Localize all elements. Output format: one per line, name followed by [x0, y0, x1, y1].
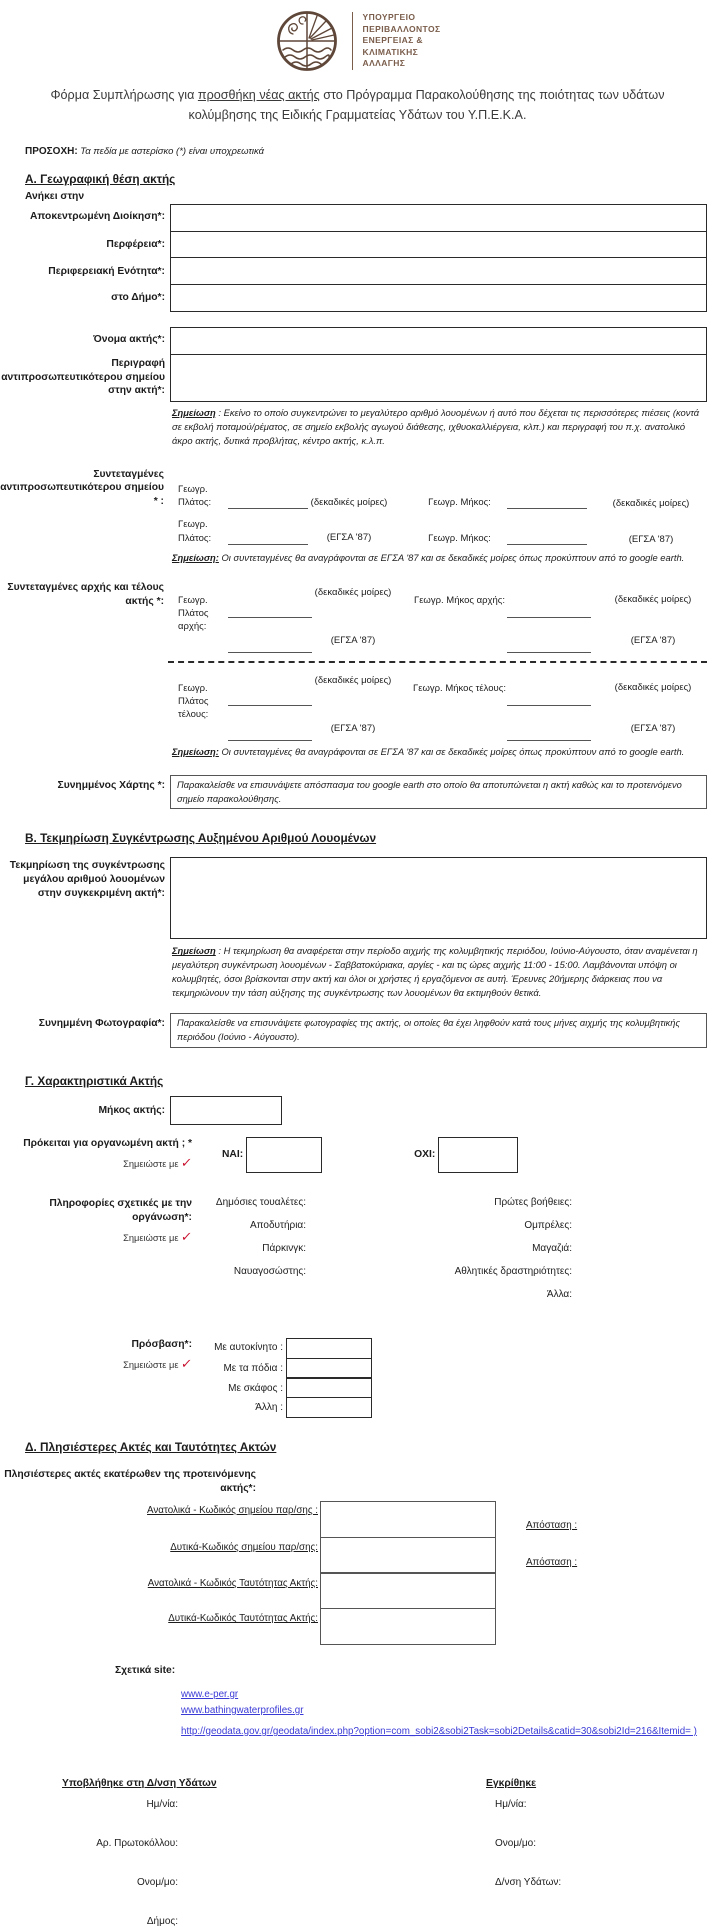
egsa87-unit: (ΕΓΣΑ '87): [630, 634, 676, 646]
access-option-car: [200, 1338, 372, 1359]
access-boat-label: Με σκάφος :: [228, 1382, 283, 1394]
west-monitoring-point-label: Δυτικά-Κωδικός σημείου παρ/σης:: [170, 1541, 318, 1553]
egsa87-unit: (ΕΓΣΑ '87): [630, 722, 676, 734]
note-label: Σημείωση:: [172, 745, 219, 757]
organized-beach-labels: [0, 1137, 200, 1171]
ministry-line: ΑΛΛΑΓΗΣ: [362, 58, 406, 69]
organization-info-label: Πληροφορίες σχετικές με την οργάνωση*:: [49, 1197, 192, 1223]
municipality-input[interactable]: [170, 284, 707, 312]
note-text: : Εκείνο το οποίο συγκεντρώνει το μεγαλύτερο αριθμό λουομένων ή αυτό που δέχεται τις περισσότερες πιέσεις (κοντά σε εκβολή ποταμού/ρέματος, σε σημείο εκβολής αγωγού διάθεσης, ιχθυοκαλλιέργεια, κλπ.) και περιγραφή του π.χ. ανατολικό άκρο ακτής, δυτικά προβλήτας, κέντρο ακτής, κ.λ.π.: [172, 406, 700, 446]
access-labels: [0, 1338, 200, 1372]
documentation-label: Τεκμηρίωση της συγκέντρωσης μεγάλου αριθμού λουομένων στην συγκεκριμένη ακτή*:: [9, 860, 165, 899]
beach-name-row: [0, 327, 715, 355]
municipality-footer-label: Δήμος:: [146, 1916, 178, 1927]
start-longitude-label: Γεωγρ. Μήκος αρχής:: [413, 594, 506, 606]
section-d-heading: Δ. Πλησιέστερες Ακτές και Ταυτότητες Ακτών: [25, 1440, 277, 1454]
regional-unit-input[interactable]: [170, 257, 707, 285]
start-lon-units: [591, 581, 715, 647]
access-option-boat: [200, 1379, 372, 1399]
link-bathingwaterprofiles[interactable]: www.bathingwaterprofiles.gr: [181, 1704, 304, 1716]
mark-with-text: Σημειώστε με: [123, 1359, 179, 1370]
beach-length-input[interactable]: [170, 1096, 282, 1125]
ministry-name: [352, 12, 441, 69]
latitude-label: Γεωγρ. Πλάτος:: [178, 519, 212, 544]
amenity-label: Πάρκινγκ:: [262, 1242, 306, 1254]
section-a-note: [172, 406, 705, 448]
amenity-label: Μαγαζιά:: [532, 1242, 572, 1254]
water-directorate-label: Δ/νση Υδάτων:: [495, 1877, 562, 1888]
title-underlined-text: προσθήκη νέας ακτής: [197, 88, 320, 102]
decimal-degrees-unit: (δεκαδικές μοίρες): [614, 681, 692, 693]
mark-with-label: [0, 1356, 192, 1372]
end-lon-units: [591, 669, 715, 735]
attached-map-label: Συνημμένος Χάρτης *:: [57, 779, 165, 791]
documentation-row: [0, 857, 715, 939]
submitted-heading: Υποβλήθηκε στη Δ/νση Υδάτων: [62, 1778, 217, 1789]
organization-info-row: [0, 1197, 715, 1312]
west-monitoring-point-row: [0, 1538, 715, 1574]
east-beach-id-input[interactable]: [320, 1572, 496, 1609]
form-title: [27, 86, 689, 125]
east-monitoring-point-row: [0, 1501, 715, 1538]
approved-date-label: Ημ/νία:: [495, 1799, 527, 1810]
decimal-degrees-unit: (δεκαδικές μοίρες): [314, 674, 392, 686]
dashed-divider: [168, 661, 707, 663]
start-lon-decimal-input[interactable]: [507, 617, 591, 618]
coords-start-end-note: [172, 745, 705, 759]
coords-point-decimal-row: [0, 468, 715, 510]
related-links: [181, 1689, 715, 1740]
red-checkmark-icon: ✓: [180, 1154, 194, 1170]
west-beach-id-label: Δυτικά-Κωδικός Ταυτότητας Ακτής:: [168, 1613, 318, 1625]
amenity-label: Αθλητικές δραστηριότητες:: [454, 1265, 572, 1277]
note-text: : Η τεκμηρίωση θα αναφέρεται στην περίοδο αιχμής της κολυμβητικής περιόδου, Ιούνιο-Αύγουστο, όταν αναμένεται η μεγαλύτερη συγκέντρωση λουομένων - Σαββατοκύριακα, αργίες - και τις ώρες αιχμής 11:00 - 15:00. Λαμβάνονται υπόψη οι κολυμβητές, όσοι βρίσκονται στην ακτή και όλοι οι χρήστες ή εργαζόμενοι σε αυτή. Έρευνες 20ήμερης διάρκειας που να τεκμηριώνουν την τάση αύξησης της συγκέντρωσης των λουομένων θα εκτιμηθούν θετικά.: [172, 945, 698, 999]
egsa87-unit: (ΕΓΣΑ '87): [330, 634, 376, 646]
beach-name-label: Όνομα ακτής*:: [93, 334, 165, 346]
organized-beach-label: Πρόκειται για οργανωμένη ακτή ; *: [23, 1137, 192, 1149]
warning-bold: ΠΡΟΣΟΧΗ:: [25, 146, 78, 158]
west-monitoring-point-input[interactable]: [320, 1537, 496, 1574]
admin-region-label: Αποκεντρωμένη Διοίκηση*:: [30, 211, 165, 223]
point-description-row: [0, 355, 715, 402]
nearest-beaches-label: Πλησιέστερες ακτές εκατέρωθεν της προτεινόμενης ακτής*:: [4, 1469, 256, 1495]
access-other-label: Άλλη :: [255, 1402, 283, 1414]
start-longitude-inputs: [507, 581, 591, 653]
access-foot-checkbox[interactable]: [286, 1358, 372, 1379]
decimal-degrees-unit: (δεκαδικές μοίρες): [612, 498, 690, 510]
note-text: Οι συντεταγμένες θα αναγράφονται σε ΕΓΣΑ '87 και σε δεκαδικές μοίρες όπως προκύπτουν από το google earth.: [218, 745, 685, 757]
start-lat-egsa-input[interactable]: [228, 652, 312, 653]
start-lat-units: [312, 581, 394, 647]
coords-point-note: [172, 551, 705, 565]
section-a-heading: Α. Γεωγραφική θέση ακτής: [25, 172, 176, 187]
west-beach-id-row: [0, 1609, 715, 1645]
ministry-line: ΥΠΟΥΡΓΕΙΟ: [362, 12, 416, 23]
access-option-foot: [200, 1359, 372, 1379]
west-beach-id-input[interactable]: [320, 1608, 496, 1645]
beach-length-label: Μήκος ακτής:: [98, 1104, 165, 1116]
approved-heading: Εγκρίθηκε: [486, 1778, 537, 1789]
mark-with-text: Σημειώστε με: [123, 1158, 179, 1169]
decimal-degrees-unit: (δεκαδικές μοίρες): [310, 496, 388, 508]
mark-with-text: Σημειώστε με: [123, 1232, 179, 1243]
title-text-2: στο Πρόγραμμα Παρακολούθησης της ποιότητας των υδάτων κολύμβησης της Ειδικής Γραμματείας Υδάτων του Υ.Π.Ε.Κ.Α.: [188, 88, 665, 122]
coords-start-end-label: Συντεταγμένες αρχής και τέλους ακτής *:: [7, 581, 164, 607]
access-options: [200, 1338, 372, 1418]
amenity-label: Δημόσιες τουαλέτες:: [215, 1196, 306, 1208]
amenity-label: Άλλα:: [546, 1288, 572, 1300]
decimal-degrees-unit: (δεκαδικές μοίρες): [614, 593, 692, 605]
latitude-label: Γεωγρ. Πλάτος:: [178, 483, 212, 508]
nearest-beaches-rows: [0, 1501, 715, 1645]
start-latitude-label: Γεωγρ. Πλάτος αρχής:: [178, 594, 209, 633]
no-label: ΟΧΙ:: [414, 1148, 436, 1160]
end-lon-decimal-input[interactable]: [507, 705, 591, 706]
title-text-1: Φόρμα Συμπλήρωσης για: [50, 88, 198, 102]
mark-with-label: [0, 1229, 192, 1245]
admin-region-input[interactable]: [170, 204, 707, 232]
attached-map-box[interactable]: Παρακαλείσθε να επισυνάψετε απόσπασμα του google earth στο οποίο θα αποτυπώνεται η ακτή καθώς και το προτεινόμενο σημείο παρακολούθησης.: [170, 775, 707, 810]
access-foot-label: Με τα πόδια :: [223, 1362, 283, 1374]
link-e-per[interactable]: www.e-per.gr: [181, 1688, 239, 1700]
attached-map-row: [0, 775, 715, 810]
start-lat-decimal-input[interactable]: [228, 617, 312, 618]
coords-point-egsa-row: [0, 518, 715, 545]
longitude-decimal-input[interactable]: [507, 495, 587, 509]
access-label: Πρόσβαση*:: [131, 1338, 192, 1350]
beach-length-row: [0, 1096, 715, 1125]
organization-info-labels: [0, 1197, 200, 1245]
distance-label: Απόσταση :: [526, 1556, 578, 1568]
ministry-header: [0, 0, 715, 73]
amenities-left-column: [200, 1197, 306, 1289]
end-lon-egsa-input[interactable]: [507, 740, 591, 741]
no-checkbox[interactable]: [438, 1137, 518, 1173]
access-row: [0, 1338, 715, 1418]
end-longitude-label: Γεωγρ. Μήκος τέλους:: [413, 682, 506, 694]
note-label: Σημείωση:: [172, 551, 219, 563]
access-car-label: Με αυτοκίνητο :: [214, 1341, 283, 1353]
submitted-fields: [0, 1799, 178, 1932]
amenities-right-column: [306, 1197, 572, 1312]
approved-fields: [495, 1799, 561, 1916]
ministry-line: ΚΛΙΜΑΤΙΚΗΣ: [362, 46, 419, 57]
end-lat-units: [312, 669, 394, 735]
submitted-name-label: Ονομ/μο:: [137, 1877, 178, 1888]
amenity-label: Ναυαγοσώστης:: [233, 1265, 306, 1277]
mandatory-fields-note: [25, 146, 715, 157]
longitude-label: Γεωγρ. Μήκος:: [428, 532, 491, 544]
mark-with-label: [0, 1155, 192, 1171]
regional-unit-label: Περιφερειακή Ενότητα*:: [48, 265, 165, 277]
region-row: [0, 232, 715, 259]
end-lat-egsa-input[interactable]: [228, 740, 312, 741]
east-monitoring-point-input[interactable]: [320, 1501, 496, 1538]
approved-name-label: Ονομ/μο:: [495, 1838, 536, 1849]
egsa87-unit: (ΕΓΣΑ '87): [330, 722, 376, 734]
egsa87-unit: (ΕΓΣΑ '87): [628, 533, 674, 545]
coords-end-row: [0, 669, 715, 741]
admin-region-row: [0, 204, 715, 232]
related-sites-label: Σχετικά site:: [115, 1664, 176, 1676]
documentation-input[interactable]: [170, 857, 707, 939]
latitude-decimal-input[interactable]: [228, 495, 308, 509]
submitted-date-label: Ημ/νία:: [146, 1799, 178, 1810]
note-label: Σημείωση: [172, 945, 216, 957]
belongs-label: Ανήκει στην: [25, 191, 85, 203]
access-option-other: [200, 1398, 372, 1418]
start-lon-egsa-input[interactable]: [507, 652, 591, 653]
municipality-row: [0, 285, 715, 312]
access-car-checkbox[interactable]: [286, 1338, 372, 1359]
access-boat-checkbox[interactable]: [286, 1377, 372, 1398]
end-latitude-inputs: [228, 669, 312, 741]
attached-photo-box[interactable]: Παρακαλείσθε να επισυνάψετε φωτογραφίες της ακτής, οι οποίες θα έχει ληφθούν κατά τους μήνες αιχμής της κολυμβητικής περιόδου (Ιούνιο - Αύγουστο).: [170, 1013, 707, 1048]
ministry-line: ΠΕΡΙΒΑΛΛΟΝΤΟΣ: [362, 23, 441, 34]
region-label: Περφέρεια*:: [106, 239, 165, 251]
coords-point-label: Συντεταγμένες αντιπροσωπευτικότερου σημείου * :: [0, 468, 164, 508]
end-longitude-inputs: [507, 669, 591, 741]
note-text: Οι συντεταγμένες θα αναγράφονται σε ΕΓΣΑ '87 και σε δεκαδικές μοίρες όπως προκύπτουν από το google earth.: [218, 551, 685, 563]
point-description-label: Περιγραφή αντιπροσωπευτικότερου σημείου στην ακτή*:: [1, 358, 165, 397]
distance-label: Απόσταση :: [526, 1519, 578, 1531]
east-monitoring-point-label: Ανατολικά - Κωδικός σημείου παρ/σης :: [147, 1504, 318, 1516]
warning-text: Τα πεδία με αστερίσκο (*) είναι υποχρεωτικά: [77, 146, 265, 158]
organized-beach-row: [0, 1137, 715, 1173]
ministry-logo-icon: [275, 9, 339, 73]
link-geodata[interactable]: http://geodata.gov.gr/geodata/index.php?option=com_sobi2&sobi2Task=sobi2Details&catid=30&sobi2Id=216&Itemid= ): [181, 1725, 697, 1737]
yes-label: ΝΑΙ:: [222, 1148, 244, 1160]
end-lat-decimal-input[interactable]: [228, 705, 312, 706]
decimal-degrees-unit: (δεκαδικές μοίρες): [314, 586, 392, 598]
section-b-note: [172, 944, 705, 1000]
end-latitude-label: Γεωγρ. Πλάτος τέλους:: [178, 682, 209, 721]
municipality-label: στο Δήμο*:: [111, 292, 165, 304]
red-checkmark-icon: ✓: [180, 1228, 194, 1244]
section-c-heading: Γ. Χαρακτηριστικά Ακτής: [25, 1073, 164, 1088]
amenity-label: Πρώτες βοήθειες:: [494, 1196, 572, 1208]
access-other-checkbox[interactable]: [286, 1397, 372, 1418]
red-checkmark-icon: ✓: [180, 1355, 194, 1371]
egsa87-unit: (ΕΓΣΑ '87): [326, 532, 372, 544]
regional-unit-row: [0, 259, 715, 286]
attached-photo-row: [0, 1013, 715, 1048]
ministry-line: ΕΝΕΡΓΕΙΑΣ &: [362, 35, 423, 46]
start-latitude-inputs: [228, 581, 312, 653]
yes-checkbox[interactable]: [246, 1137, 322, 1173]
latitude-egsa-input[interactable]: [228, 531, 308, 545]
attached-photo-label: Συνημμένη Φωτογραφία*:: [38, 1018, 165, 1030]
east-beach-id-row: [0, 1574, 715, 1610]
section-b-heading: Β. Τεκμηρίωση Συγκέντρωσης Αυξημένου Αριθμού Λουομένων: [25, 831, 377, 846]
longitude-egsa-input[interactable]: [507, 531, 587, 545]
note-label: Σημείωση: [172, 406, 216, 418]
beach-name-input[interactable]: [170, 327, 707, 355]
amenity-label: Ομπρέλες:: [524, 1219, 572, 1231]
coords-start-row: [0, 581, 715, 653]
amenity-label: Αποδυτήρια:: [249, 1219, 306, 1231]
region-input[interactable]: [170, 231, 707, 259]
longitude-label: Γεωγρ. Μήκος:: [428, 496, 491, 508]
east-beach-id-label: Ανατολικά - Κωδικός Ταυτότητας Ακτής:: [147, 1577, 318, 1589]
protocol-number-label: Αρ. Πρωτοκόλλου:: [96, 1838, 178, 1849]
point-description-input[interactable]: [170, 354, 707, 402]
